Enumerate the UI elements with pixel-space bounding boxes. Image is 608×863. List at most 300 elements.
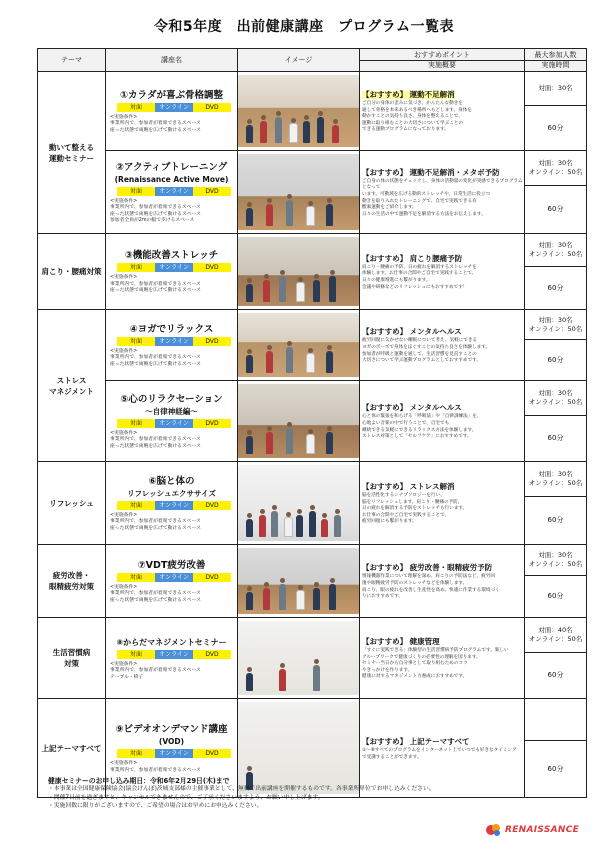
theme-label: 生活習慣病 対策 [52, 648, 91, 668]
badge-in-person: 対面 [117, 337, 155, 346]
person-figure [279, 276, 286, 302]
badge-online: オンライン [155, 187, 193, 196]
theme-cell [38, 310, 106, 462]
person-figure [306, 434, 315, 454]
summary-line: 通して骨格を本来あるべき場所へもどします。身体を [362, 107, 472, 113]
summary-line: 体験します。お仕事の合間やご自宅で実践することで、 [362, 271, 477, 277]
person-figure [313, 665, 320, 691]
capacity-online: オンライン：50名 [528, 168, 583, 176]
recommendation-heading: 【おすすめ】 健康管理 [362, 637, 440, 647]
summary-line: セミナー当日から自分事として取り組むためのコツ [362, 661, 468, 667]
badge-dvd: DVD [193, 749, 231, 758]
program-name [106, 637, 237, 649]
person-figure [266, 204, 273, 226]
badge-in-person: 対面 [117, 501, 155, 510]
header-capacity [525, 49, 587, 72]
badge-online: オンライン [155, 263, 193, 272]
program-summary [362, 338, 524, 364]
recommendation-cell [360, 381, 525, 462]
image-cell [238, 310, 360, 381]
table-row [38, 381, 587, 462]
program-name [106, 324, 237, 336]
requirement-item: 座った状態で両腕を広げて動けるスペース [110, 361, 201, 367]
capacity [525, 699, 586, 741]
summary-line: お仕事の合間やご自宅で実践することで、 [362, 512, 450, 518]
capacity-time-cell [525, 545, 587, 618]
requirement-item: 事業所内で、参加者が着席できるスペース [110, 205, 201, 210]
theme-cell [38, 234, 106, 310]
capacity-online: オンライン：50名 [528, 250, 583, 258]
program-photo [238, 548, 359, 614]
badge-online: オンライン [155, 573, 193, 582]
recommendation-cell [360, 151, 525, 234]
capacity [525, 462, 586, 497]
program-photo [238, 154, 359, 230]
badge-in-person: 対面 [117, 573, 155, 582]
requirement-item: 座った状態で両腕を広げて動けるスペース [110, 211, 201, 217]
format-badges [117, 501, 231, 510]
capacity-online: オンライン：50名 [528, 398, 583, 406]
program-photo [238, 75, 359, 147]
requirement-item: 座った状態で両腕を広げて動けるスペース [110, 525, 201, 531]
renaissance-logo-icon [485, 822, 503, 838]
header-capacity-label: 最大参加人数 [534, 50, 577, 59]
badge-dvd: DVD [193, 103, 231, 112]
program-photo [238, 237, 359, 306]
program-title: ④ヨガでリラックス [129, 323, 214, 335]
badge-in-person: 対面 [117, 419, 155, 428]
program-name [106, 560, 237, 572]
application-deadline: 健康セミナーのお申し込み期日：令和6年2月29日(木)まで [48, 777, 230, 785]
summary-line: 日々の生活の中で運動不足を解消する方法をお伝えします。 [362, 211, 486, 217]
requirements [110, 513, 237, 533]
table-row [38, 545, 587, 618]
person-figure [246, 673, 253, 691]
footer-notes [48, 777, 568, 810]
requirement-item: 事業所内で、参加者が着席できるスペース [110, 437, 201, 443]
requirements [110, 662, 237, 682]
capacity-time-cell [525, 310, 587, 381]
person-figure [313, 280, 320, 302]
summary-line: 日の疲れを解消する予防をストレッチも行います。 [362, 506, 468, 512]
person-figure [246, 592, 253, 610]
footer-note: ・開催7日前を過ぎますと、キャンセルできませんので、ご了承くださいますよう、お願い申し上げます。 [48, 794, 324, 801]
header-content-label: 実施概要 [360, 60, 524, 70]
badge-dvd: DVD [193, 263, 231, 272]
summary-line: 会議や研修などのリフレッシュにもおすすめです！ [362, 284, 468, 290]
requirements [110, 115, 237, 135]
person-figure [321, 519, 328, 537]
page-title: 令和5年度 出前健康講座 プログラム一覧表 [153, 19, 455, 35]
format-badges [117, 573, 231, 582]
program-summary [362, 179, 524, 219]
program-subtitle: (Renaissance Active Move) [114, 174, 229, 184]
footer-note: ・実施回数に限りがございますので、ご希望の場合はお早めにお申込みください。 [48, 802, 263, 809]
summary-line: りにおすすめです。 [362, 594, 404, 600]
format-badges [117, 103, 231, 112]
badge-dvd: DVD [193, 419, 231, 428]
image-cell [238, 234, 360, 310]
capacity [525, 310, 586, 340]
person-figure [306, 353, 315, 373]
recommendation-cell [360, 234, 525, 310]
theme-label: 動いて整える 運動セミナー [49, 142, 94, 163]
recommendation-cell [360, 462, 525, 545]
person-figure [326, 351, 333, 373]
requirement-item: 事業所内で、参加者が着席できるスペース [110, 281, 201, 287]
recommendation-heading: 【おすすめ】 疲労改善・眼精疲労予防 [362, 563, 493, 573]
program-table [37, 48, 587, 798]
recommendation-cell [360, 618, 525, 699]
program-cell [106, 72, 238, 151]
summary-line: やきっかけを作ります。 [362, 667, 413, 673]
program-photo [238, 384, 359, 458]
program-title: ⑦VDT疲労改善 [137, 559, 206, 571]
capacity-time-cell [525, 72, 587, 151]
requirement-item: 事業所内で、参加者が着席できるスペース [110, 121, 201, 127]
person-figure [246, 208, 253, 226]
summary-line: 動きを取り入れたトレーニングで、自宅で実践できる有 [362, 198, 477, 204]
program-title: ⑨ビデオオンデマンド講座 [115, 724, 228, 735]
requirements-label: <実施条件> [110, 661, 138, 667]
format-badges [117, 187, 231, 196]
capacity-time-cell [525, 618, 587, 699]
program-cell [106, 545, 238, 618]
theme-label: ストレス マネジメント [49, 375, 94, 396]
summary-line: 大切さについて学ぶ運動プログラムとしておすすめです。 [362, 358, 481, 364]
person-figure [286, 428, 293, 454]
summary-line: 脳をリフレッシュします。肩こり・腰痛の予防、 [362, 499, 463, 505]
format-badges [117, 337, 231, 346]
summary-line: 脳を活性化するシナプソロジーを行い、 [362, 493, 445, 499]
recommendation-heading: 【おすすめ】 上記テーマすべて [362, 736, 470, 746]
requirements [110, 349, 237, 369]
requirement-item: 事業所内で、参加者が着席できるスペース [110, 519, 201, 525]
header-image: イメージ [238, 49, 360, 72]
requirements-label: <実施条件> [110, 761, 138, 766]
requirements [110, 275, 237, 295]
summary-line: 疲労回復に欠かせない睡眠について考え、気軽にできる [362, 338, 478, 344]
badge-online: オンライン [155, 749, 193, 758]
program-photo [238, 313, 359, 377]
recommendation-heading: 【おすすめ】 肩こり腰痛予防 [362, 253, 463, 263]
image-cell [238, 545, 360, 618]
person-figure [271, 511, 278, 537]
image-cell [238, 618, 360, 699]
header-duration-label: 実施時間 [525, 60, 586, 70]
requirement-item: 座った状態で両腕を広げて動けるスペース [110, 288, 201, 294]
duration: 60分 [547, 356, 564, 364]
image-cell [238, 381, 360, 462]
capacity-in-person: 対面：30名 [538, 470, 573, 478]
person-figure [259, 515, 266, 537]
capacity [525, 151, 586, 186]
format-badges [117, 650, 231, 659]
format-badges [117, 749, 231, 758]
table-row [38, 310, 587, 381]
capacity-in-person: 対面：30名 [538, 315, 573, 324]
summary-line: 心地よい音楽の中で行うことで、自宅でも [362, 420, 450, 426]
program-name [106, 394, 237, 418]
summary-line: 健康に対するマネジメント力養成におすすめです。 [362, 674, 468, 680]
summary-line: 肩こり・腰痛の予防、日の疲れを解消するストレッチを [362, 264, 477, 270]
program-subtitle: (VOD) [158, 737, 185, 746]
badge-in-person: 対面 [117, 263, 155, 272]
summary-line: 情報機器作業について理解を深め、肩こりの予防法など、疲労回 [362, 574, 495, 580]
program-subtitle: リフレッシュエクササイズ [127, 488, 216, 498]
summary-line: ①～⑧すべてのプログラムをインターネット上でいつでも好きなタイミング [362, 747, 517, 753]
capacity-in-person: 対面：30名 [538, 551, 573, 559]
badge-in-person: 対面 [117, 650, 155, 659]
capacity [525, 72, 586, 106]
footer-note: ・本事業は全国健康保険協会(協会けんぽ)茨城支部様の主催事業として、無料で出前講座を開催するものです。各事業所単位でお申し込みください。 [48, 786, 435, 793]
requirements-label: <実施条件> [110, 512, 138, 518]
image-cell [238, 151, 360, 234]
duration: 60分 [547, 765, 564, 773]
program-title: ③機能改善ストレッチ [124, 250, 219, 262]
requirement-item: 事業所内で、参加者が着席できるスペース [110, 355, 201, 361]
theme-cell [38, 618, 106, 699]
recommendation-heading: 【おすすめ】 メンタルヘルス [362, 403, 462, 413]
person-figure [313, 588, 320, 610]
program-cell [106, 310, 238, 381]
program-photo [238, 465, 359, 541]
capacity-in-person: 対面：30名 [538, 159, 573, 167]
capacity-in-person: 対面：30名 [538, 84, 573, 92]
badge-dvd: DVD [193, 337, 231, 346]
summary-line: 動かすことの気持ち良さ、身体を整えることで、 [362, 114, 463, 120]
theme-cell [38, 72, 106, 234]
format-badges [117, 263, 231, 272]
person-figure [296, 515, 303, 537]
person-figure [266, 432, 273, 454]
person-figure [263, 280, 270, 302]
person-figure [289, 123, 298, 143]
requirements-label: <実施条件> [110, 430, 138, 436]
program-summary [362, 574, 524, 600]
capacity-in-person: 対面：40名 [538, 626, 573, 634]
capacity-time-cell [525, 151, 587, 234]
person-figure [260, 121, 267, 143]
header-theme: テーマ [38, 49, 106, 72]
summary-line: できる運動プログラムになっております。 [362, 127, 449, 133]
summary-line: 心と体の緊張を和らげる「呼吸法」や「自律訓練法」を、 [362, 414, 482, 420]
person-figure [275, 117, 282, 143]
capacity-time-cell [525, 462, 587, 545]
table-row [38, 462, 587, 545]
requirements [110, 199, 237, 225]
program-summary [362, 101, 524, 134]
requirement-item: 座った状態で両腕を広げて動けるスペース [110, 443, 201, 449]
capacity-time-cell [525, 381, 587, 462]
person-figure [309, 511, 316, 537]
summary-line: 疲労回復にも繋がります。 [362, 519, 417, 525]
person-figure [329, 276, 336, 302]
summary-line: グループワークで健康づくりの必要性の理解を図ります。 [362, 654, 481, 660]
person-figure [284, 517, 293, 537]
requirement-item: 事業所内で、参加者が着席できるスペース [110, 591, 201, 597]
summary-line: で受講することができます。 [362, 754, 422, 760]
duration: 60分 [547, 205, 564, 213]
summary-line: 復や眼精疲労予防のストレッチなどを体験します。 [362, 580, 468, 586]
program-summary [362, 748, 524, 761]
badge-dvd: DVD [193, 501, 231, 510]
person-figure [286, 200, 293, 226]
program-title: ②アクティブトレーニング [115, 161, 228, 173]
requirements-label: <実施条件> [110, 198, 138, 204]
person-figure [296, 590, 305, 610]
program-cell [106, 462, 238, 545]
program-summary [362, 265, 524, 291]
duration: 60分 [547, 434, 564, 442]
person-figure [246, 355, 253, 373]
recommendation-cell [360, 72, 525, 151]
recommendation-heading: 【おすすめ】 運動不足解消・メタボ予防 [362, 167, 500, 177]
theme-label: 上記テーマすべて [41, 743, 102, 753]
format-badges [117, 419, 231, 428]
program-name [106, 90, 237, 102]
person-figure [286, 347, 293, 373]
badge-online: オンライン [155, 337, 193, 346]
theme-label: リフレッシュ [49, 498, 94, 508]
table-row [38, 72, 587, 151]
program-summary [362, 414, 524, 440]
header-point-label: おすすめポイント [413, 50, 471, 59]
summary-line: 「すぐに実践できる」体験型の生活習慣病予防プログラムです。楽しい [362, 648, 509, 654]
summary-line: 継続できる気軽にできるリラックス方法を体験します。 [362, 427, 477, 433]
badge-online: オンライン [155, 501, 193, 510]
recommendation-heading: 【おすすめ】 メンタルヘルス [362, 327, 462, 337]
program-subtitle: ～自律神経編～ [145, 406, 198, 416]
duration: 60分 [547, 592, 564, 600]
requirement-item: テーブル・椅子 [110, 674, 144, 680]
duration: 60分 [547, 516, 564, 524]
person-figure [326, 204, 333, 226]
capacity-in-person: 対面：30名 [538, 389, 573, 397]
capacity-online: オンライン：50名 [528, 560, 583, 568]
program-name [106, 724, 237, 748]
badge-in-person: 対面 [117, 103, 155, 112]
person-figure [246, 436, 253, 454]
badge-online: オンライン [155, 650, 193, 659]
badge-dvd: DVD [193, 187, 231, 196]
person-figure [334, 515, 341, 537]
summary-line: 肩こり、眼の疲れを改善し生産性を高め、快適に作業する環境づく [362, 587, 500, 593]
program-title: ①カラダが喜ぶ骨格調整 [120, 89, 223, 101]
program-name [106, 162, 237, 186]
program-summary [362, 493, 524, 526]
person-figure [263, 588, 270, 610]
program-cell [106, 381, 238, 462]
capacity [525, 234, 586, 267]
summary-line: ストレス対策として「セルフケア」におすすめです。 [362, 434, 472, 440]
capacity [525, 381, 586, 416]
badge-in-person: 対面 [117, 749, 155, 758]
badge-online: オンライン [155, 419, 193, 428]
requirement-item: 参加者全員が2mの幅で歩けるスペース [110, 218, 195, 223]
header-program: 講座名 [106, 49, 238, 72]
person-figure [329, 584, 336, 610]
program-cell [106, 151, 238, 234]
person-figure [303, 121, 310, 143]
program-photo [238, 621, 359, 695]
person-figure [326, 432, 333, 454]
summary-line: 酸素運動をご紹介します。 [362, 205, 417, 211]
capacity [525, 545, 586, 576]
requirements-label: <実施条件> [110, 275, 138, 281]
person-figure [279, 584, 286, 610]
theme-cell [38, 545, 106, 618]
requirements-label: <実施条件> [110, 584, 138, 590]
requirements [110, 431, 237, 451]
recommendation-heading: 【おすすめ】 ストレス解消 [362, 482, 455, 492]
table-row [38, 234, 587, 310]
capacity-in-person: 対面：30名 [538, 241, 573, 249]
duration: 60分 [547, 124, 564, 132]
person-figure [246, 284, 253, 302]
requirements-label: <実施条件> [110, 348, 138, 354]
summary-line: 参加者が呼吸と運動を通して、生活習慣を見直すことの [362, 351, 477, 357]
program-title: ⑥脳と体の [148, 475, 195, 487]
requirements [110, 761, 237, 774]
badge-in-person: 対面 [117, 187, 155, 196]
summary-line: います。可動域を広げる動的ストレッチや、日常生活に役立つ [362, 191, 491, 197]
summary-line: 運動に取り組むことの大切さについて学ぶことの [362, 120, 463, 126]
program-name [106, 250, 237, 262]
table-row [38, 618, 587, 699]
person-figure [246, 519, 253, 537]
requirement-item: 座った状態で両腕を広げて動けるスペース [110, 597, 201, 603]
capacity-time-cell [525, 234, 587, 310]
program-cell [106, 618, 238, 699]
person-figure [246, 125, 253, 143]
program-summary [362, 648, 524, 681]
logo-text: RENAISSANCE [505, 825, 580, 835]
recommendation-cell [360, 310, 525, 381]
image-cell [238, 72, 360, 151]
recommendation-cell [360, 545, 525, 618]
program-title: ⑧からだマネジメントセミナー [116, 637, 227, 647]
table-row [38, 151, 587, 234]
requirement-item: 事業所内で、参加者が着席できるスペース [110, 767, 201, 773]
image-cell [238, 462, 360, 545]
program-cell [106, 234, 238, 310]
summary-line: ご自分の身体の歪みに気づき、かんたんな動きを [362, 101, 463, 107]
program-name [106, 476, 237, 500]
table-header-row [38, 49, 587, 72]
requirement-item: 事業所内で、参加者が着席できるスペース [110, 668, 201, 674]
person-figure [317, 117, 324, 143]
theme-label: 疲労改善・ 眼精疲労対策 [49, 571, 94, 591]
badge-online: オンライン [155, 103, 193, 112]
recommendation-heading: 【おすすめ】 運動不足解消 [362, 90, 455, 100]
header-point [360, 49, 525, 72]
renaissance-logo [485, 822, 579, 838]
capacity-online: オンライン：50名 [528, 324, 583, 333]
duration: 60分 [547, 671, 564, 679]
badge-dvd: DVD [193, 650, 231, 659]
person-figure [296, 282, 305, 302]
person-figure [266, 351, 273, 373]
capacity-online: オンライン：50名 [528, 479, 583, 487]
capacity-online: オンライン：50名 [528, 635, 583, 643]
person-figure [306, 206, 315, 226]
requirements [110, 585, 237, 605]
requirements-label: <実施条件> [110, 114, 138, 120]
theme-cell [38, 462, 106, 545]
badge-dvd: DVD [193, 573, 231, 582]
capacity [525, 618, 586, 653]
